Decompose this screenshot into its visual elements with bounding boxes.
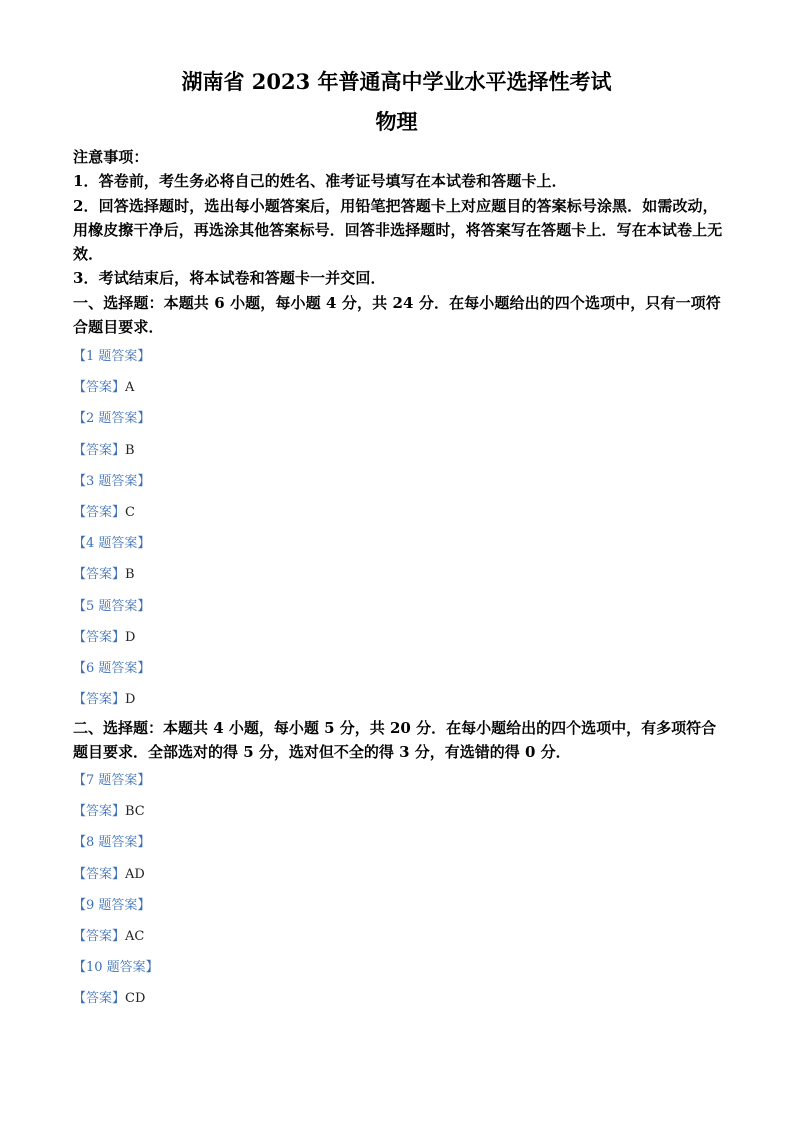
answer-row	[73, 497, 723, 528]
answer-value: AC	[125, 928, 145, 944]
answer-label: 【答案】	[73, 629, 126, 645]
answer-label: 【答案】	[73, 692, 126, 708]
answer-value: CD	[125, 991, 146, 1007]
subject-title: 物理	[375, 109, 418, 134]
question-row	[73, 765, 723, 796]
section2-answers	[73, 765, 723, 1015]
question-row	[73, 341, 723, 372]
answer-value: D	[125, 629, 136, 645]
answer-row	[73, 796, 723, 827]
question-row	[73, 403, 723, 434]
answer-value: A	[125, 380, 135, 396]
answer-label: 【答案】	[73, 866, 126, 882]
answer-row	[73, 921, 723, 952]
answer-label: 【答案】	[73, 442, 126, 458]
answer-row	[73, 684, 723, 715]
answer-label: 【答案】	[73, 928, 126, 944]
question-row	[73, 591, 723, 622]
answer-value: AD	[125, 866, 145, 882]
instruction-item-2: 2．回答选择题时，选出每小题答案后，用铅笔把答题卡上对应题目的答案标号涂黑．如需改动，用橡皮擦干净后，再选涂其他答案标号．回答非选择题时，将答案写在答题卡上．写在本试卷上无效．	[73, 196, 723, 264]
question-label: 【10 题答案】	[73, 960, 159, 976]
section1-answers	[73, 341, 723, 715]
question-label: 【3 题答案】	[73, 473, 151, 489]
question-label: 【1 题答案】	[73, 349, 151, 364]
question-label: 【8 题答案】	[73, 835, 151, 851]
answer-label: 【答案】	[73, 567, 126, 583]
answer-row	[73, 559, 723, 590]
answer-label: 【答案】	[73, 504, 126, 520]
answer-value: B	[125, 442, 135, 458]
answer-label: 【答案】	[73, 380, 126, 396]
section1-heading: 一、选择题：本题共 6 小题，每小题 4 分，共 24 分．在每小题给出的四个选项中，只有一项符合题目要求．	[73, 293, 721, 337]
answer-label: 【答案】	[73, 991, 126, 1007]
section2-heading: 二、选择题：本题共 4 小题，每小题 5 分，共 20 分．在每小题给出的四个选项中，有多项符合题目要求．全部选对的得 5 分，选对但不全的得 3 分，有选错的得 0 分．	[73, 719, 717, 762]
question-row	[73, 827, 723, 858]
question-label: 【4 题答案】	[73, 536, 151, 552]
question-label: 【5 题答案】	[73, 598, 151, 614]
question-label: 【9 题答案】	[73, 897, 151, 913]
instructions-heading: 注意事项：	[73, 148, 149, 166]
answer-value: B	[125, 567, 135, 583]
question-row	[73, 653, 723, 684]
question-label: 【7 题答案】	[73, 773, 151, 788]
question-label: 【2 题答案】	[73, 411, 151, 427]
answer-value: D	[125, 692, 136, 708]
answer-value: C	[125, 504, 135, 520]
answer-row	[73, 622, 723, 653]
question-label: 【6 题答案】	[73, 660, 151, 676]
answer-label: 【答案】	[73, 804, 126, 820]
answer-row	[73, 983, 723, 1014]
question-row	[73, 528, 723, 559]
answer-row	[73, 435, 723, 466]
instructions-block	[73, 145, 723, 339]
document-title: 湖南省 2023 年普通高中学业水平选择性考试	[181, 69, 612, 94]
answer-value: BC	[125, 804, 145, 820]
answer-row	[73, 372, 723, 403]
answer-row	[73, 859, 723, 890]
question-row	[73, 890, 723, 921]
instruction-item-3: 3．考试结束后，将本试卷和答题卡一并交回．	[73, 269, 386, 288]
instruction-item-1: 1．答卷前，考生务必将自己的姓名、准考证号填写在本试卷和答题卡上．	[73, 172, 567, 191]
question-row	[73, 466, 723, 497]
question-row	[73, 952, 723, 983]
